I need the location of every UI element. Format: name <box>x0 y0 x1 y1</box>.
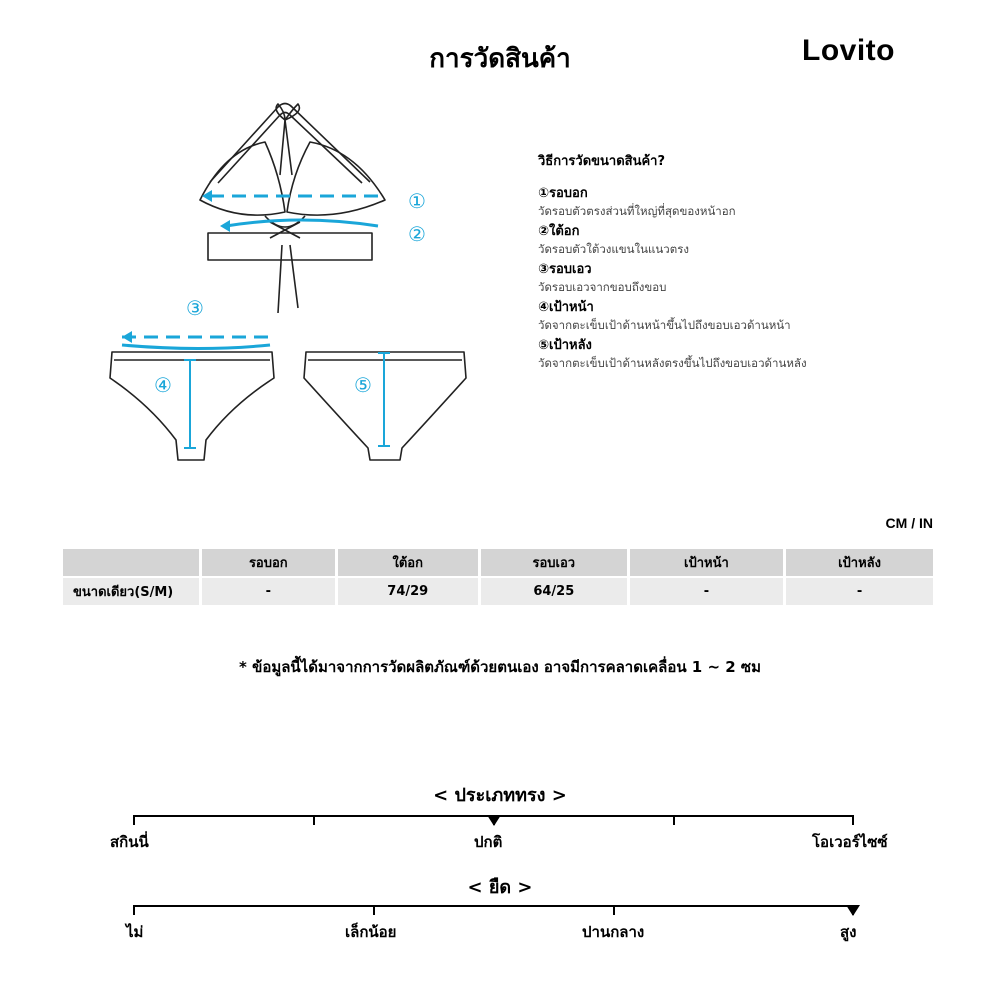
table-cell: - <box>786 578 933 605</box>
brand-logo: Lovito <box>802 34 895 67</box>
column-header: ใต้อก <box>338 549 478 576</box>
stretch-scale-tick <box>373 905 375 915</box>
table-corner <box>63 549 199 576</box>
fit-label-regular: ปกติ <box>474 833 503 851</box>
marker-2: ② <box>408 222 426 246</box>
guide-item <box>538 299 978 333</box>
fit-scale-tick <box>852 815 854 825</box>
fit-scale-tick <box>673 815 675 825</box>
stretch-scale-tick <box>613 905 615 915</box>
column-header: เป้าหลัง <box>786 549 933 576</box>
measurement-diagram <box>0 80 520 480</box>
guide-item-desc: วัดรอบตัวตรงส่วนที่ใหญ่ที่สุดของหน้าอก <box>538 204 736 218</box>
unit-label: CM / IN <box>885 515 933 531</box>
stretch-label-none: ไม่ <box>126 923 144 941</box>
guide-item-name: ③รอบเอว <box>538 262 592 277</box>
fit-label-skinny: สกินนี่ <box>110 833 149 851</box>
front-bottom <box>110 352 274 460</box>
fit-selected-marker <box>487 815 501 826</box>
row-label: ขนาดเดียว(S/M) <box>63 578 199 605</box>
stretch-label-slight: เล็กน้อย <box>345 923 397 941</box>
guide-item-desc: วัดจากตะเข็บเป้าด้านหน้าขึ้นไปถึงขอบเอวด้านหน้า <box>538 318 791 332</box>
guide-item <box>538 223 978 257</box>
guide-item <box>538 185 978 219</box>
column-header: รอบเอว <box>481 549 627 576</box>
fit-scale-tick <box>313 815 315 825</box>
right-cup <box>287 142 385 215</box>
stretch-selected-marker <box>846 905 860 916</box>
guide-heading: วิธีการวัดขนาดสินค้า? <box>538 154 666 169</box>
marker-5: ⑤ <box>354 373 372 397</box>
stretch-label-medium: ปานกลาง <box>582 923 645 941</box>
underbust-line <box>226 220 378 226</box>
table-cell: 64/25 <box>481 578 627 605</box>
column-header: เป้าหน้า <box>630 549 783 576</box>
marker-3: ③ <box>186 296 204 320</box>
guide-item-name: ⑤เป้าหลัง <box>538 338 592 353</box>
fit-label-oversize: โอเวอร์ไซซ์ <box>812 833 888 851</box>
table-cell: - <box>202 578 335 605</box>
marker-4: ④ <box>154 373 172 397</box>
guide-item-desc: วัดจากตะเข็บเป้าด้านหลังตรงขึ้นไปถึงขอบเอวด้านหลัง <box>538 356 807 370</box>
bow <box>276 104 299 120</box>
guide-item <box>538 261 978 295</box>
left-cup <box>200 142 285 215</box>
table-header-row <box>63 549 933 576</box>
guide-item <box>538 337 978 371</box>
stretch-scale-line <box>134 905 854 907</box>
guide-item-desc: วัดรอบเอวจากขอบถึงขอบ <box>538 280 667 294</box>
stretch-scale-tick <box>133 905 135 915</box>
guide-item-name: ④เป้าหน้า <box>538 300 594 315</box>
size-table <box>60 547 936 607</box>
stretch-label-high: สูง <box>840 923 857 941</box>
marker-1: ① <box>408 189 426 213</box>
guide-item-desc: วัดรอบตัวใต้วงแขนในแนวตรง <box>538 242 689 256</box>
measurement-note: * ข้อมูลนี้ได้มาจากการวัดผลิตภัณฑ์ด้วยตนเอง อาจมีการคลาดเคลื่อน 1 ~ 2 ซม <box>239 658 761 676</box>
measurement-guide <box>538 150 978 375</box>
column-header: รอบอก <box>202 549 335 576</box>
fit-scale-title: < ประเภททรง > <box>433 785 567 806</box>
page-title: การวัดสินค้า <box>429 44 571 74</box>
table-cell: - <box>630 578 783 605</box>
guide-item-name: ①รอบอก <box>538 186 588 201</box>
stretch-scale-title: < ยืด > <box>467 877 533 898</box>
table-row <box>63 578 933 605</box>
guide-item-name: ②ใต้อก <box>538 224 580 239</box>
fit-scale-tick <box>133 815 135 825</box>
table-cell: 74/29 <box>338 578 478 605</box>
